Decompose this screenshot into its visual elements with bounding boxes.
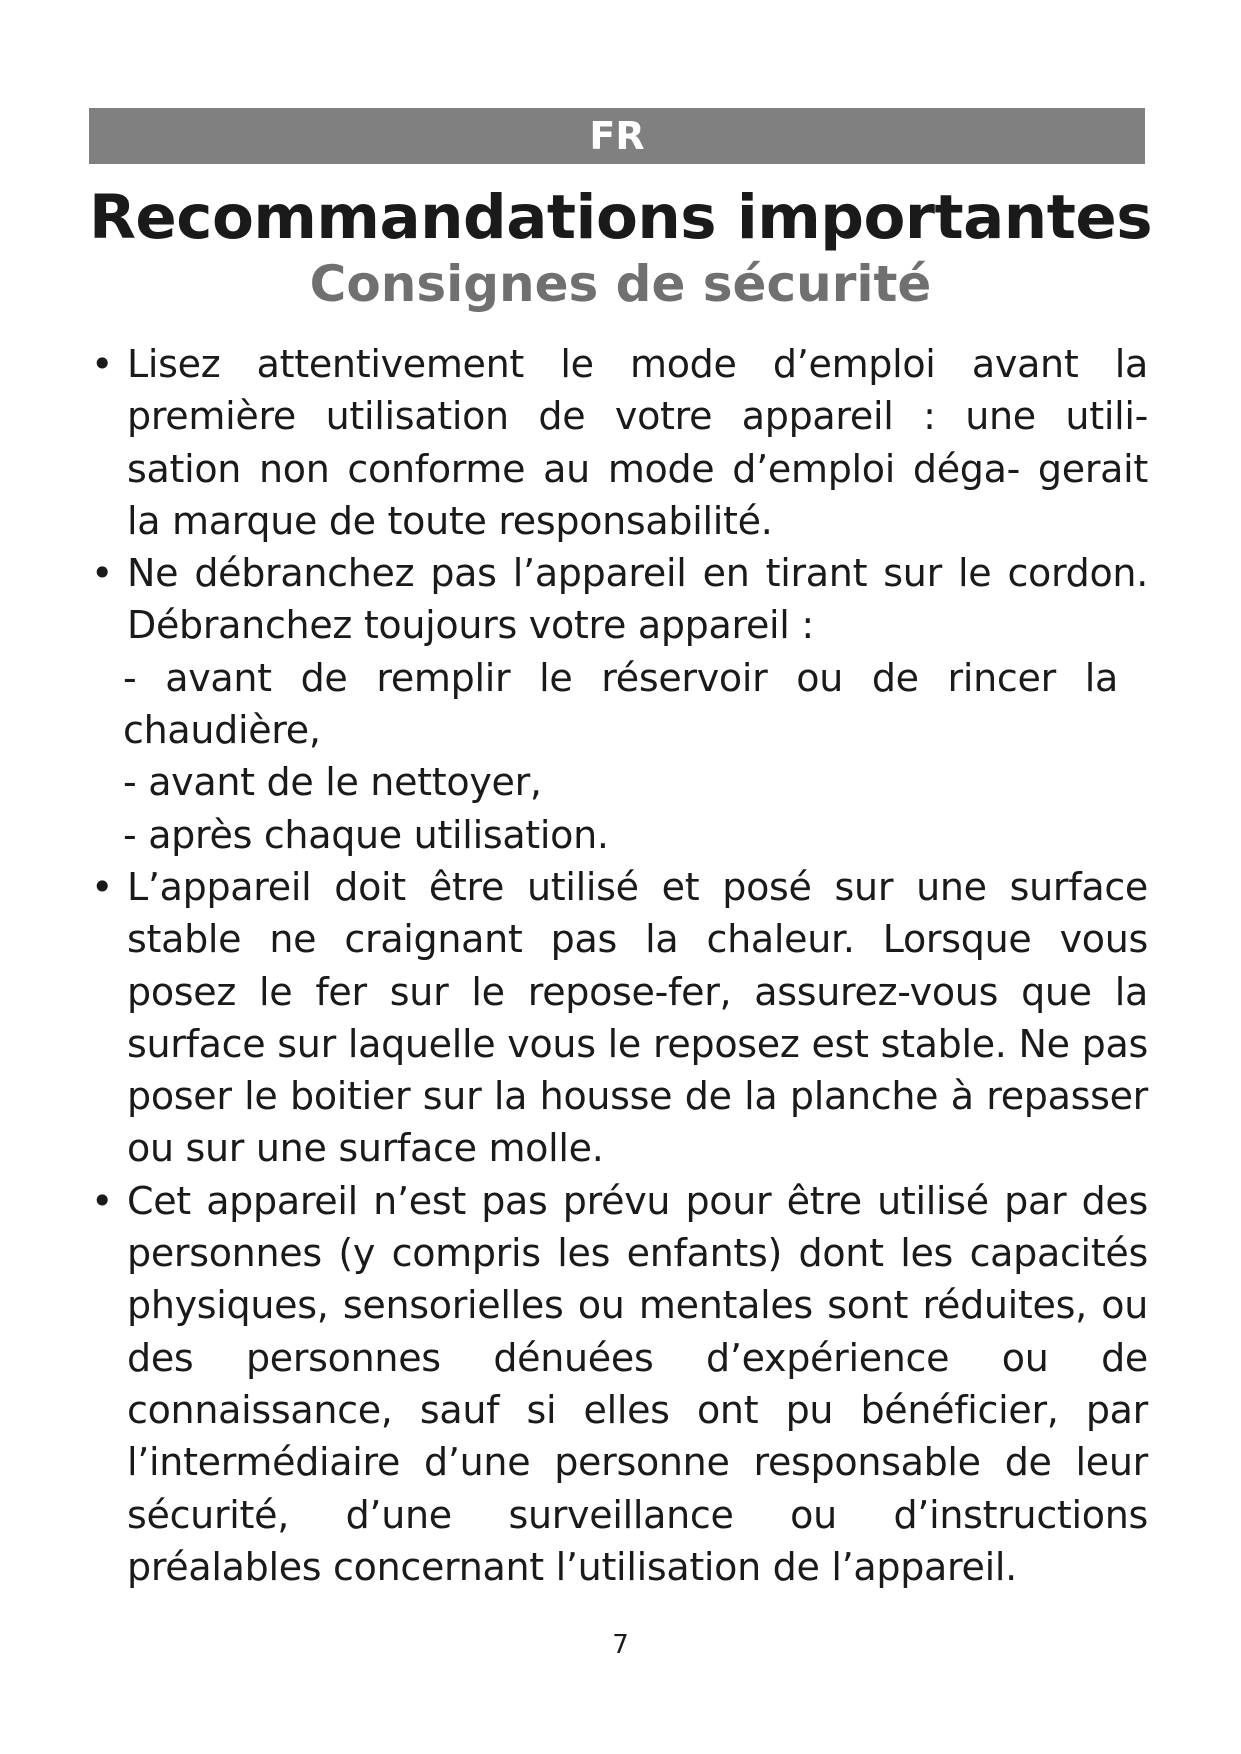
list-item-text: Lisez attentivement le mode d’emploi avant la première utilisation de votre appareil : une utili- sation non conforme au mode d’emploi déga- gerait la marque de toute responsabilité.	[127, 342, 1148, 543]
list-item-text: Cet appareil n’est pas prévu pour être utilisé par des personnes (y compris les enfants) dont les capacités physiques, sensorielles ou mentales sont réduites, ou des personnes dénuées d’expérience ou de connaissance, sauf si elles ont pu bénéficier, par l’intermédiaire d’une personne responsable de leur sécurité, d’une surveillance ou d’instructions préalables concernant l’utilisation de l’appareil.	[127, 1178, 1148, 1589]
safety-instructions	[90, 338, 1148, 1593]
sub-item: - avant de le nettoyer,	[123, 760, 542, 805]
list-item	[90, 547, 1148, 652]
sub-item: - avant de remplir le réservoir ou de rincer la chaudière,	[123, 655, 1118, 753]
bullet-icon: •	[91, 551, 114, 596]
list-item-text: Ne débranchez pas l’appareil en tirant sur le cordon. Débranchez toujours votre appareil :	[127, 551, 1148, 648]
list-item	[90, 861, 1148, 1175]
list-item-text: L’appareil doit être utilisé et posé sur une surface stable ne craignant pas la chaleur. Lorsque vous posez le fer sur le repose-fer, assurez-vous que la surface sur laquelle vous le reposez est stable. Ne pas poser le boitier sur la housse de la planche à repasser ou sur une surface molle.	[127, 864, 1148, 1171]
page-title: Recommandations importantes	[88, 182, 1153, 253]
page-number: 7	[612, 1630, 629, 1660]
language-code: FR	[589, 114, 645, 158]
list-item	[90, 338, 1148, 547]
page-subtitle: Consignes de sécurité	[309, 255, 932, 313]
bullet-icon: •	[91, 1178, 114, 1223]
list-item	[90, 1175, 1148, 1593]
bullet-icon: •	[91, 864, 114, 909]
language-banner	[89, 108, 1145, 164]
sub-item: - après chaque utilisation.	[123, 812, 609, 857]
bullet-icon: •	[91, 342, 114, 386]
